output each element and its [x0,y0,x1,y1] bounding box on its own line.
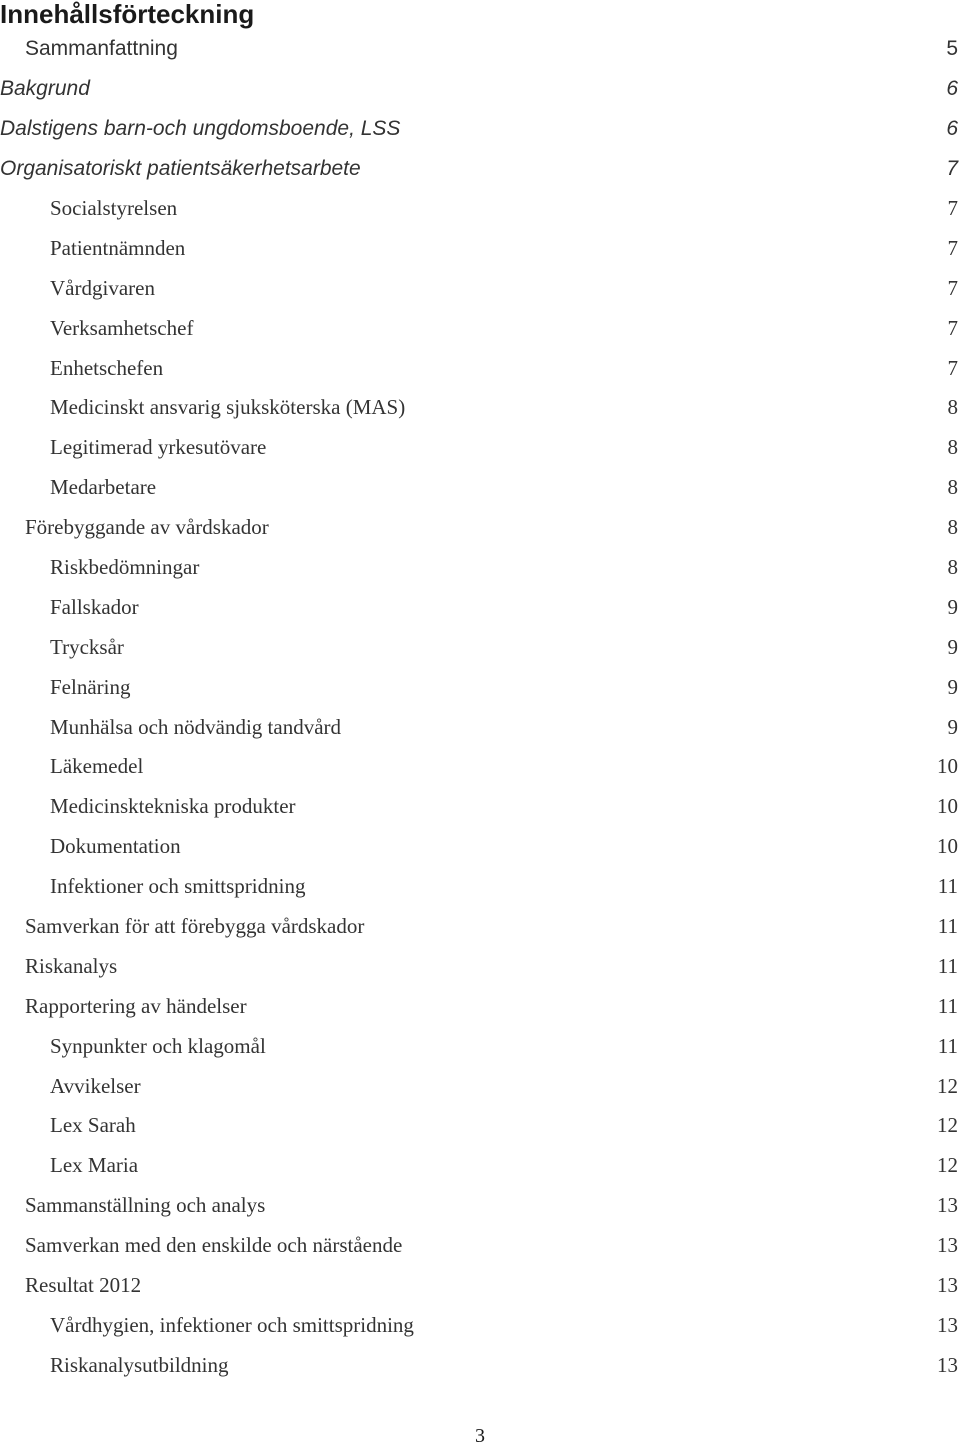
toc-entry-label: Enhetschefen [50,355,164,380]
toc-entry-page: 6 [946,76,958,100]
toc-entry-page: 11 [937,993,958,1018]
toc-entry-label: Medicinsktekniska produkter [50,794,296,819]
toc-entry-label: Synpunkter och klagomål [50,1033,266,1058]
toc-entry-page: 8 [947,475,958,500]
toc-entry-page: 10 [937,794,958,819]
toc-entry[interactable] [0,1345,960,1385]
toc-entry-label: Vårdgivaren [50,275,155,300]
toc-entry-page: 6 [946,116,958,140]
toc-entry-page: 7 [947,235,958,260]
toc-entry-page: 7 [947,275,958,300]
toc-entry-label: Vårdhygien, infektioner och smittspridning [50,1312,414,1337]
toc-entry-label: Samverkan med den enskilde och närstående [25,1233,403,1258]
toc-entry-label: Felnäring [50,674,131,699]
toc-entry[interactable] [0,468,960,508]
toc-entry[interactable] [0,1106,960,1146]
toc-entry-page: 13 [937,1233,958,1258]
toc-entry-page: 8 [947,515,958,540]
toc-entry-label: Patientnämnden [50,235,186,260]
toc-entry-page: 7 [947,355,958,380]
toc-entry-label: Munhälsa och nödvändig tandvård [50,714,342,739]
toc-entry[interactable] [0,189,960,229]
toc-entry[interactable] [0,1306,960,1346]
toc-entry[interactable] [0,508,960,548]
toc-entry-page: 11 [937,874,958,899]
toc-entry[interactable] [0,1186,960,1226]
toc-entry-label: Riskbedömningar [50,555,200,580]
toc-entry-label: Samverkan för att förebygga vårdskador [25,914,365,939]
toc-entry[interactable] [0,268,960,308]
toc-entry[interactable] [0,69,960,109]
toc-entry-label: Organisatoriskt patientsäkerhetsarbete [0,156,361,180]
toc-entry[interactable] [0,149,960,189]
toc-entry[interactable] [0,946,960,986]
toc-entry[interactable] [0,29,960,69]
toc-entry-label: Förebyggande av vårdskador [25,515,269,540]
toc-entry-label: Fallskador [50,594,139,619]
toc-entry-label: Läkemedel [50,754,144,779]
toc-entry-label: Verksamhetschef [50,315,194,340]
toc-entry-page: 13 [937,1352,958,1377]
toc-entry-page: 8 [947,435,958,460]
toc-entry[interactable] [0,109,960,149]
toc-entry-label: Sammanfattning [25,36,178,60]
toc-entry-label: Medicinskt ansvarig sjuksköterska (MAS) [50,395,406,420]
toc-list [0,29,960,1385]
toc-entry-page: 10 [937,754,958,779]
toc-entry[interactable] [0,348,960,388]
toc-entry[interactable] [0,587,960,627]
toc-entry-page: 12 [937,1113,958,1138]
toc-entry-page: 8 [947,555,958,580]
toc-entry[interactable] [0,707,960,747]
toc-entry-page: 11 [937,1033,958,1058]
toc-entry[interactable] [0,1146,960,1186]
toc-entry-page: 11 [937,953,958,978]
toc-entry-page: 13 [937,1193,958,1218]
toc-entry-label: Trycksår [50,634,124,659]
toc-entry[interactable] [0,747,960,787]
toc-entry[interactable] [0,1026,960,1066]
toc-entry[interactable] [0,907,960,947]
toc-entry-page: 9 [947,634,958,659]
toc-entry-label: Legitimerad yrkesutövare [50,435,267,460]
toc-entry-label: Rapportering av händelser [25,993,247,1018]
toc-entry-label: Infektioner och smittspridning [50,874,306,899]
toc-entry-page: 13 [937,1312,958,1337]
toc-entry-label: Resultat 2012 [25,1273,142,1298]
toc-entry-page: 9 [947,674,958,699]
toc-entry-label: Lex Maria [50,1153,139,1178]
page-number: 3 [475,1425,485,1447]
toc-entry-label: Riskanalys [25,953,118,978]
toc-entry[interactable] [0,667,960,707]
toc-entry-label: Sammanställning och analys [25,1193,266,1218]
toc-entry-label: Dalstigens barn-och ungdomsboende, LSS [0,116,401,140]
toc-entry[interactable] [0,1266,960,1306]
toc-entry-label: Dokumentation [50,834,181,859]
toc-entry-page: 12 [937,1153,958,1178]
toc-entry-page: 5 [946,36,958,60]
toc-entry-page: 7 [947,315,958,340]
toc-entry-page: 11 [937,914,958,939]
toc-entry[interactable] [0,1066,960,1106]
toc-entry-page: 10 [937,834,958,859]
toc-entry[interactable] [0,827,960,867]
toc-entry[interactable] [0,867,960,907]
toc-entry-label: Bakgrund [0,76,90,100]
toc-entry-label: Medarbetare [50,475,157,500]
toc-entry-label: Lex Sarah [50,1113,136,1138]
toc-entry[interactable] [0,986,960,1026]
toc-entry[interactable] [0,388,960,428]
toc-entry-page: 8 [947,395,958,420]
toc-entry-page: 13 [937,1273,958,1298]
toc-entry-page: 7 [946,156,958,180]
toc-entry[interactable] [0,548,960,588]
toc-entry[interactable] [0,308,960,348]
toc-entry-label: Riskanalysutbildning [50,1352,229,1377]
toc-entry[interactable] [0,627,960,667]
toc-entry-label: Avvikelser [50,1073,141,1098]
toc-entry-page: 9 [947,594,958,619]
toc-entry[interactable] [0,228,960,268]
toc-title: Innehållsförteckning [0,0,255,29]
toc-entry-page: 9 [947,714,958,739]
toc-entry-label: Socialstyrelsen [50,196,178,220]
toc-entry[interactable] [0,1226,960,1266]
toc-entry-page: 12 [937,1073,958,1098]
toc-entry-page: 7 [947,196,958,220]
toc-entry[interactable] [0,787,960,827]
toc-entry[interactable] [0,428,960,468]
